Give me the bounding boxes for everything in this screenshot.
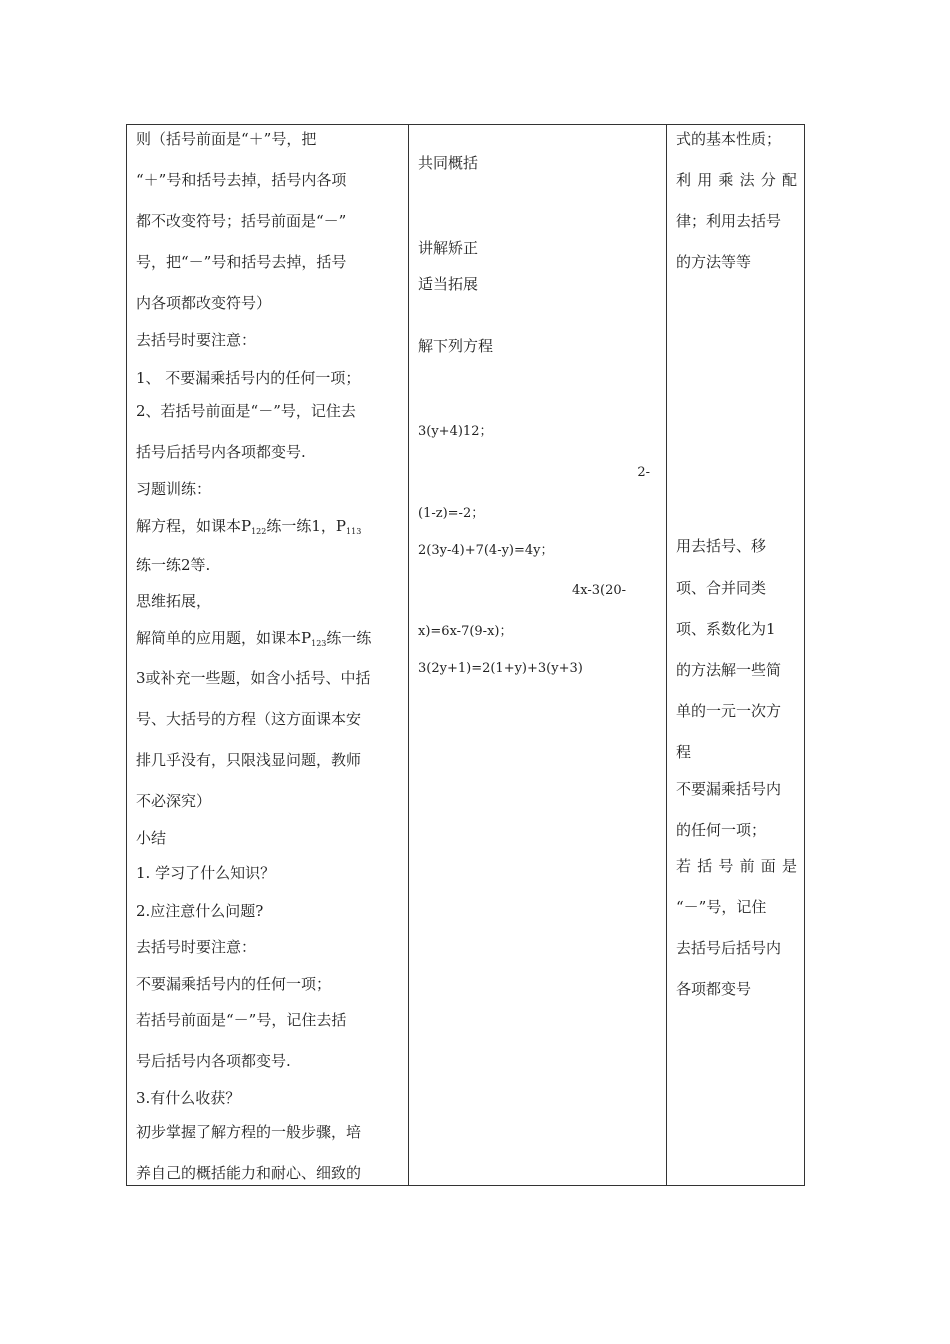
text-line: 不要漏乘括号内 bbox=[676, 780, 782, 798]
text-line: 初步掌握了解方程的一般步骤，培 bbox=[136, 1123, 362, 1141]
activity-summary: 共同概括 bbox=[418, 154, 479, 172]
text-line: 则（括号前面是“＋”号，把 bbox=[136, 130, 317, 148]
equation: 2(3y-4)+7(4-y)=4y； bbox=[418, 543, 554, 558]
text-line: 各项都变号 bbox=[676, 980, 752, 998]
text-line: 思维拓展， bbox=[136, 592, 212, 610]
text-line: 习题训练： bbox=[136, 480, 212, 498]
text-line: 项、系数化为1 bbox=[676, 620, 776, 638]
text-line: 号后括号内各项都变号. bbox=[136, 1052, 291, 1070]
activity-extend: 适当拓展 bbox=[418, 275, 479, 293]
equation: 3(2y+1)=2(1+y)+3(y+3) bbox=[418, 661, 583, 676]
equation: 3(y+4)12； bbox=[418, 424, 493, 439]
text-line: 单的一元一次方 bbox=[676, 702, 782, 720]
content-column bbox=[127, 125, 408, 1185]
text-line: 排几乎没有，只限浅显问题，教师 bbox=[136, 751, 362, 769]
equation: 4x-3(20- bbox=[571, 583, 626, 598]
text-line: 的任何一项； bbox=[676, 821, 767, 839]
text-line: 若括号前面是 bbox=[676, 857, 797, 875]
text-line: 3或补充一些题，如含小括号、中括 bbox=[136, 669, 371, 687]
text-line: 号、大括号的方程（这方面课本安 bbox=[136, 710, 362, 728]
text-line: “＋”号和括号去掉，括号内各项 bbox=[136, 171, 347, 189]
text-line: 1、 不要漏乘括号内的任何一项； bbox=[136, 369, 361, 387]
text-line: 不必深究） bbox=[136, 792, 212, 810]
text-line: 不要漏乘括号内的任何一项； bbox=[136, 975, 332, 993]
text-line: 去括号时要注意： bbox=[136, 331, 257, 349]
text-line: “－”号，记住 bbox=[676, 898, 767, 916]
text-line: 括号后括号内各项都变号. bbox=[136, 443, 306, 461]
text-line: 律；利用去括号 bbox=[676, 212, 782, 230]
objective-column bbox=[667, 125, 804, 1185]
text-line: 都不改变符号；括号前面是“－” bbox=[136, 212, 347, 230]
application-line: 解简单的应用题，如课本$P_{123}$练一练 bbox=[136, 629, 372, 648]
text-line: 利用乘法分配 bbox=[676, 171, 797, 189]
text-line: 去括号后括号内 bbox=[676, 939, 782, 957]
text-line: 3.有什么收获？ bbox=[136, 1089, 241, 1107]
text-line: 1. 学习了什么知识？ bbox=[136, 864, 276, 882]
text-line: 2.应注意什么问题? bbox=[136, 902, 264, 920]
text-line: 号，把“－”号和括号去掉，括号 bbox=[136, 253, 347, 271]
text-line: 小结 bbox=[136, 829, 167, 847]
activity-solve: 解下列方程 bbox=[418, 337, 494, 355]
text-line: 2、若括号前面是“－”号，记住去 bbox=[136, 402, 356, 420]
text-line: 内各项都改变符号） bbox=[136, 294, 272, 312]
text-line: 的方法等等 bbox=[676, 253, 752, 271]
text-line: 养自己的概括能力和耐心、细致的 bbox=[136, 1164, 362, 1182]
text-line: 练一练2等. bbox=[136, 556, 211, 574]
text-line: 程 bbox=[676, 743, 692, 761]
text-line: 若括号前面是“－”号，记住去括 bbox=[136, 1011, 347, 1029]
text-line: 的方法解一些简 bbox=[676, 661, 782, 679]
text-line: 式的基本性质； bbox=[676, 130, 782, 148]
text-line: 去括号时要注意： bbox=[136, 938, 257, 956]
activity-explain: 讲解矫正 bbox=[418, 239, 479, 257]
equation: 2- bbox=[637, 465, 650, 480]
lesson-table bbox=[126, 124, 805, 1186]
text-line: 用去括号、移 bbox=[676, 537, 767, 555]
exercise-line: 解方程，如课本$P_{122}$练一练1，$P_{113}$ bbox=[136, 517, 362, 536]
equation: x)=6x-7(9-x)； bbox=[418, 624, 513, 639]
text-line: 项、合并同类 bbox=[676, 579, 767, 597]
activity-column bbox=[409, 125, 666, 1185]
equation: (1-z)=-2； bbox=[418, 506, 485, 521]
